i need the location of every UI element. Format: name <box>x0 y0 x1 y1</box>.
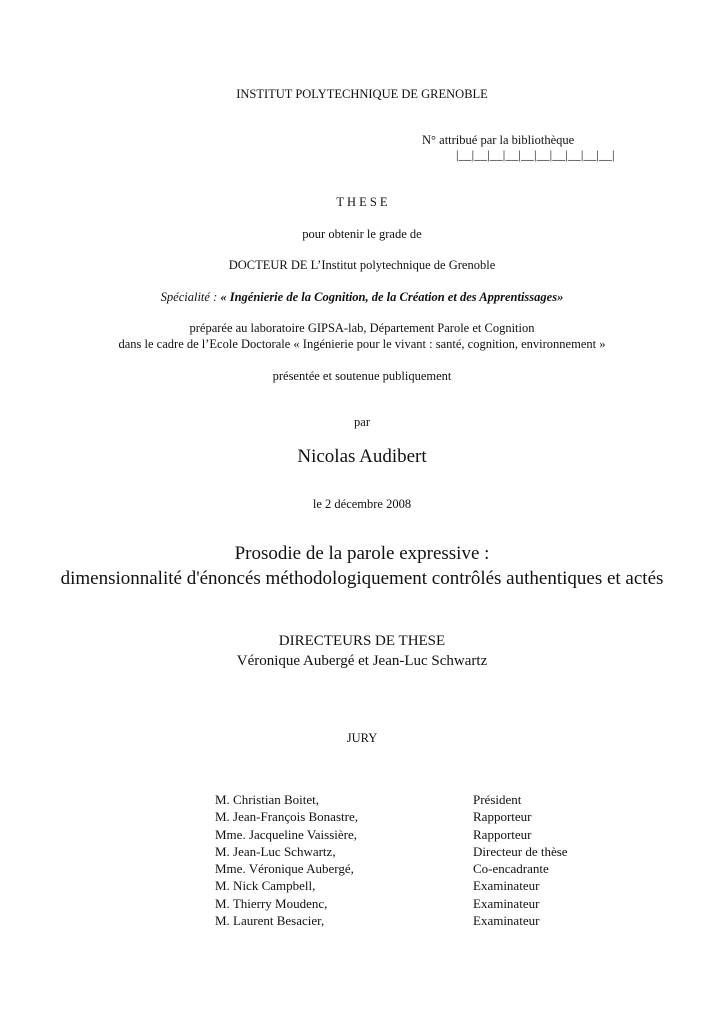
jury-member-name: Mme. Véronique Aubergé, <box>215 861 354 877</box>
jury-member-row <box>215 912 623 929</box>
defense-date: le 2 décembre 2008 <box>312 497 412 511</box>
jury-member-row <box>215 808 623 825</box>
presentation-note: présentée et soutenue publiquement <box>272 369 452 383</box>
thesis-title-line-2: dimensionnalité d'énoncés méthodologiquement contrôlés authentiques et actés <box>60 568 664 589</box>
jury-member-role: Examinateur <box>473 913 540 929</box>
specialty-value: « Ingénierie de la Cognition, de la Création et des Apprentissages» <box>220 290 564 304</box>
jury-member-row <box>215 791 623 808</box>
library-number-boxes: |__|__|__|__|__|__|__|__|__|__| <box>456 148 615 162</box>
jury-member-name: Mme. Jacqueline Vaissière, <box>215 826 357 842</box>
specialty-label: Spécialité : <box>160 290 218 304</box>
jury-member-row <box>215 843 623 860</box>
jury-member-role: Directeur de thèse <box>473 843 568 859</box>
jury-member-row <box>215 877 623 894</box>
jury-member-role: Examinateur <box>473 895 540 911</box>
degree-name: DOCTEUR DE L’Institut polytechnique de Grenoble <box>228 258 496 272</box>
jury-list <box>215 791 623 929</box>
jury-member-name: M. Jean-Luc Schwartz, <box>215 843 336 859</box>
jury-member-name: M. Laurent Besacier, <box>215 913 325 929</box>
thesis-type: T H E S E <box>336 195 388 209</box>
jury-member-row <box>215 895 623 912</box>
author-name: Nicolas Audibert <box>297 446 427 467</box>
jury-member-row <box>215 826 623 843</box>
directors-names: Véronique Aubergé et Jean-Luc Schwartz <box>236 653 488 669</box>
jury-heading: JURY <box>346 731 378 745</box>
thesis-title-line-1: Prosodie de la parole expressive : <box>234 543 490 564</box>
jury-member-role: Examinateur <box>473 878 540 894</box>
specialty <box>0 290 724 305</box>
jury-member-name: M. Thierry Moudenc, <box>215 895 328 911</box>
jury-member-name: M. Christian Boitet, <box>215 792 319 807</box>
degree-intro: pour obtenir le grade de <box>302 227 422 241</box>
directors-heading: DIRECTEURS DE THESE <box>278 633 446 649</box>
laboratory: préparée au laboratoire GIPSA-lab, Département Parole et Cognition <box>189 321 535 335</box>
jury-member-name: M. Jean-François Bonastre, <box>215 809 358 825</box>
institution-name: INSTITUT POLYTECHNIQUE DE GRENOBLE <box>236 87 488 101</box>
jury-member-row <box>215 860 623 877</box>
jury-member-role: Rapporteur <box>473 826 532 842</box>
library-number-label: N° attribué par la bibliothèque <box>422 133 575 147</box>
doctoral-school: dans le cadre de l’Ecole Doctorale « Ingénierie pour le vivant : santé, cognition, environnement » <box>118 337 606 351</box>
by-label: par <box>354 415 370 429</box>
jury-member-role: Rapporteur <box>473 809 532 825</box>
jury-member-role: Co-encadrante <box>473 861 549 877</box>
jury-member-role: Président <box>473 792 522 807</box>
jury-member-name: M. Nick Campbell, <box>215 878 316 894</box>
